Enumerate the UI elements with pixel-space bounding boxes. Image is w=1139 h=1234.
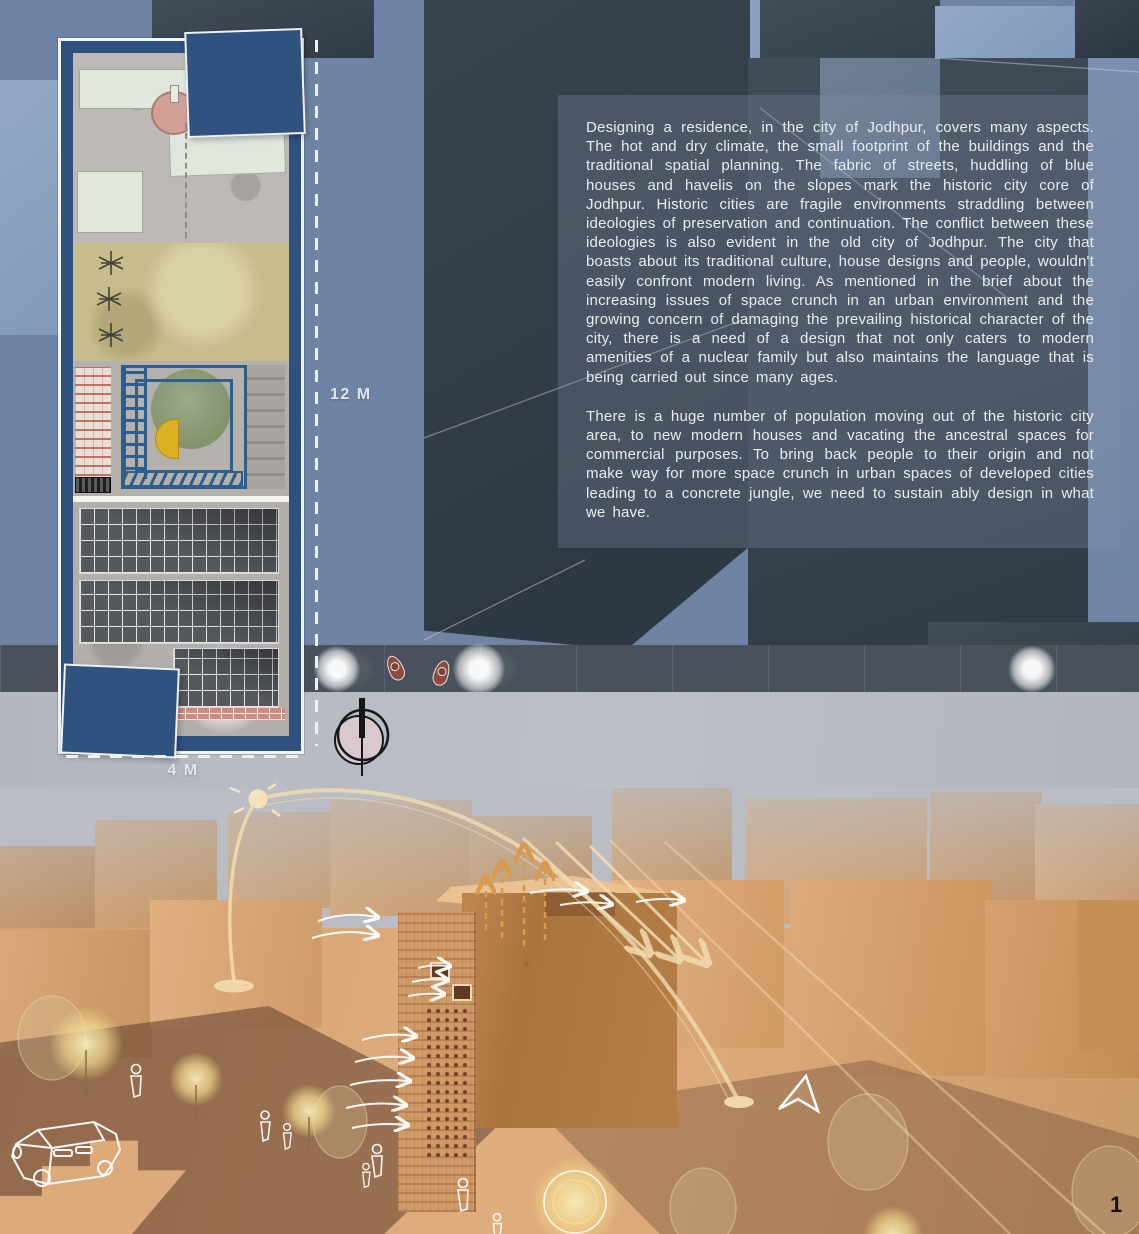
solar-panel-bank	[79, 508, 279, 574]
dimension-label-width: 4 M	[167, 762, 199, 779]
north-arrow-icon	[328, 696, 396, 778]
brick-paving	[75, 367, 111, 485]
street-tree-icon	[1008, 646, 1056, 692]
stack-ventilation-arrows	[486, 848, 545, 946]
street-tree-icon	[452, 644, 506, 694]
glowing-tree-icon	[49, 1007, 923, 1234]
page-number: 1	[1110, 1192, 1123, 1217]
dimension-line-vertical	[315, 40, 318, 746]
wind-arrow-icon	[312, 889, 682, 1128]
solar-panel-bank	[173, 648, 279, 708]
rooftop-overlay-square	[60, 664, 180, 759]
steps	[245, 365, 285, 489]
hatched-deck	[123, 471, 243, 487]
plan-terrace	[73, 361, 289, 496]
model-annotation-overlay	[0, 780, 1139, 1234]
street-tree-icon	[314, 646, 360, 692]
rooftop-overlay-square	[184, 28, 306, 138]
grate	[75, 477, 111, 493]
dimension-label-height: 12 M	[330, 386, 372, 403]
cabinet	[77, 171, 143, 233]
brick-edge	[173, 708, 285, 720]
description-paragraph-2: There is a huge number of population moving out of the historic city area, to new modern houses and vacating the ancestral spaces for commercial purposes. To bring back people to their origin and not make way for more space crunch in urban spaces of developed cities leading to a concrete jungle, we need to sustain ably design in what we have.	[586, 407, 1094, 521]
floor-plan	[73, 53, 289, 736]
dimension-line-horizontal	[66, 755, 298, 758]
floor-plan-panel	[58, 38, 304, 754]
solar-panel-bank	[79, 580, 279, 644]
pergola-frame-inner	[135, 379, 233, 473]
plan-courtyard-sand	[73, 243, 289, 361]
navigation-arrow-icon	[779, 1076, 818, 1111]
sun-icon	[230, 784, 280, 816]
description-panel	[558, 95, 1120, 548]
palm-icon	[97, 249, 137, 355]
sun-path-arc	[214, 790, 754, 1108]
dashed-divider	[185, 123, 187, 238]
description-paragraph-1: Designing a residence, in the city of Jodhpur, covers many aspects. The hot and dry climate, the small footprint of the buildings and the traditional spatial planning. The fabric of streets, huddling of blue houses and havelis on the slopes mark the historic city core of Jodhpur. Historic cities are fragile environments straddling between ideologies of preservation and continuation. The conflict between these ideologies is also evident in the old city of Jodhpur. The city that boasts about its traditional culture, house designs and people, wouldn't easily confront modern living. As mentioned in the brief about the increasing issues of space crunch in an urban environment and the growing concern of damaging the prevailing historical character of the city, there is a need of a design that not only caters to modern amenities of a nuclear family but also maintains the language that is being carried out since many ages.	[586, 119, 1094, 386]
car-sketch	[12, 1122, 120, 1186]
